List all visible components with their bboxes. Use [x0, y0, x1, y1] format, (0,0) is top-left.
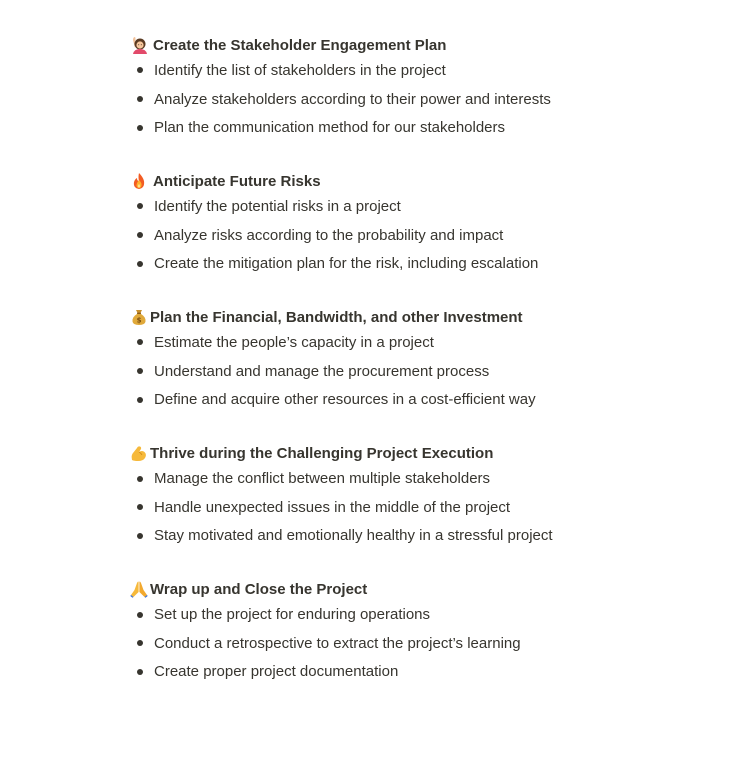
list-item: Plan the communication method for our stakeholders [130, 113, 690, 142]
list-item: Create proper project documentation [130, 658, 690, 687]
woman-raising-hand-icon [130, 36, 148, 54]
list-item: Identify the list of stakeholders in the project [130, 56, 690, 85]
section-heading [130, 34, 690, 56]
section-heading [130, 578, 690, 600]
bullet-icon [137, 669, 143, 675]
flexed-biceps-icon [130, 444, 148, 462]
folded-hands-icon [130, 580, 148, 598]
list-item: Identify the potential risks in a project [130, 192, 690, 221]
list-item: Understand and manage the procurement process [130, 357, 690, 386]
svg-text:$: $ [136, 316, 142, 325]
money-bag-icon [130, 308, 148, 326]
bullet-icon [137, 67, 143, 73]
list-item: Estimate the people’s capacity in a project [130, 328, 690, 357]
section-heading [130, 306, 690, 328]
bullet-icon [137, 640, 143, 646]
bullet-icon [137, 261, 143, 267]
bullet-icon [137, 339, 143, 345]
section-title: Wrap up and Close the Project [150, 580, 368, 598]
bullet-icon [137, 504, 143, 510]
bullet-icon [137, 397, 143, 403]
section-project-execution [130, 442, 690, 550]
fire-icon [130, 172, 148, 190]
list-item: Manage the conflict between multiple stakeholders [130, 464, 690, 493]
section-title: Anticipate Future Risks [153, 172, 321, 190]
section-close-project [130, 578, 690, 686]
list-item: Create the mitigation plan for the risk, including escalation [130, 249, 690, 278]
section-title: Plan the Financial, Bandwidth, and other Investment [150, 308, 523, 326]
list-item: Set up the project for enduring operations [130, 600, 690, 629]
section-heading [130, 442, 690, 464]
section-heading [130, 170, 690, 192]
list-item: Analyze risks according to the probability and impact [130, 221, 690, 250]
bullet-icon [137, 203, 143, 209]
list-item: Analyze stakeholders according to their power and interests [130, 85, 690, 114]
bullet-icon [137, 232, 143, 238]
bullet-icon [137, 476, 143, 482]
bullet-icon [137, 612, 143, 618]
section-future-risks [130, 170, 690, 278]
list-item: Define and acquire other resources in a cost-efficient way [130, 386, 690, 415]
list-item: Conduct a retrospective to extract the project’s learning [130, 629, 690, 658]
list-item: Stay motivated and emotionally healthy in a stressful project [130, 522, 690, 551]
bullet-icon [137, 533, 143, 539]
section-financial-investment [130, 306, 690, 414]
bullet-icon [137, 96, 143, 102]
section-stakeholder-engagement [130, 34, 690, 142]
document-content [130, 34, 690, 686]
section-title: Thrive during the Challenging Project Execution [150, 444, 494, 462]
section-title: Create the Stakeholder Engagement Plan [153, 36, 447, 54]
bullet-icon [137, 125, 143, 131]
list-item: Handle unexpected issues in the middle of the project [130, 493, 690, 522]
bullet-icon [137, 368, 143, 374]
